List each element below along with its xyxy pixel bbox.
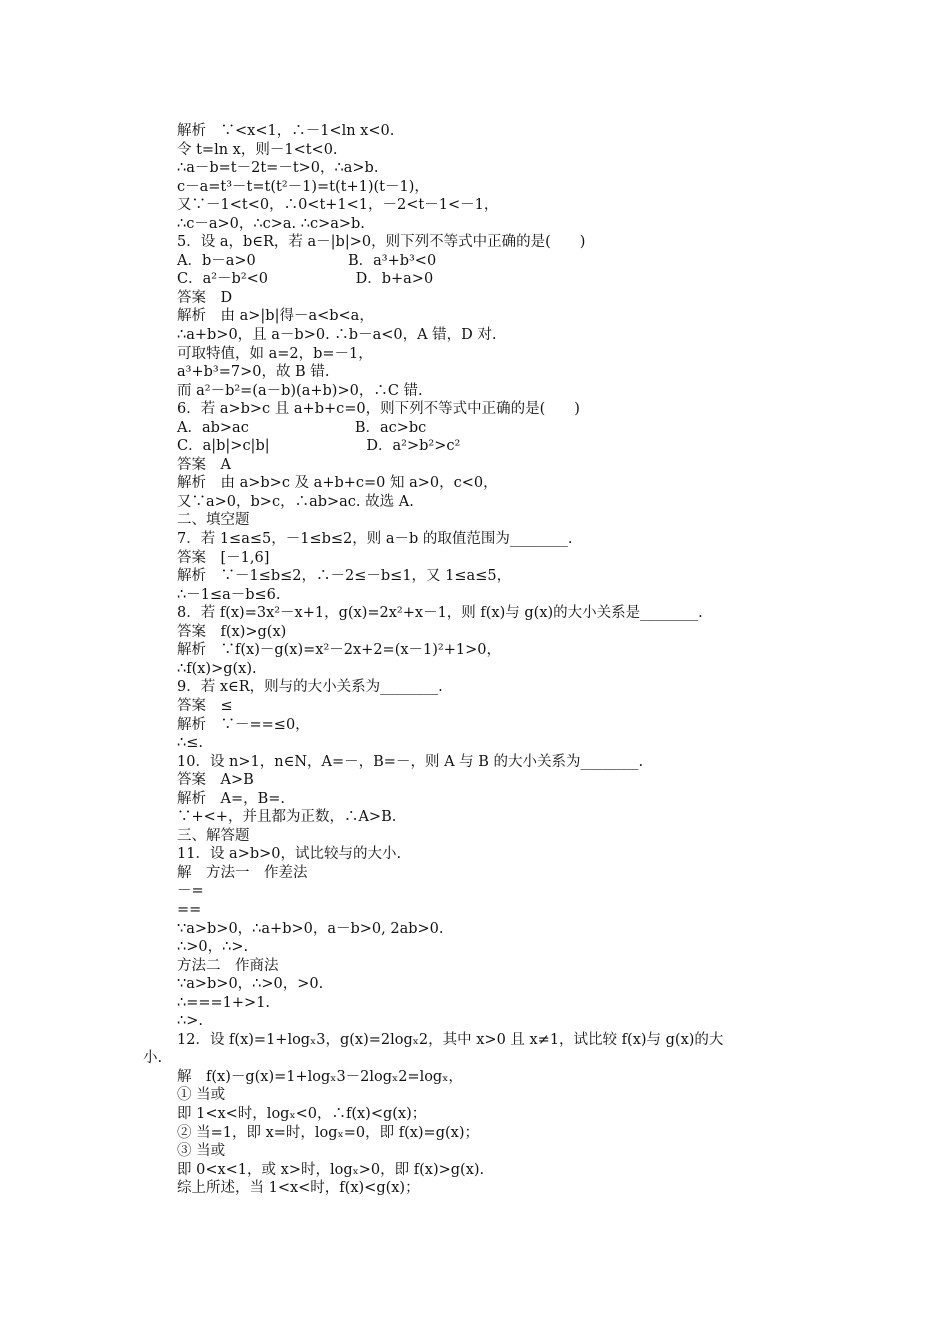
line-41: 解 方法一 作差法 bbox=[177, 864, 308, 881]
line-4: c－a=t³－t=t(t²－1)=t(t+1)(t－1)， bbox=[177, 178, 429, 195]
line-57: 即 0<x<1，或 x>时，logₓ>0，即 f(x)>g(x). bbox=[177, 1161, 485, 1178]
line-1: 解析 ∵<x<1，∴－1<ln x<0. bbox=[177, 123, 395, 139]
question-6: 6．若 a>b>c 且 a+b+c=0，则下列不等式中正确的是( ) bbox=[177, 401, 580, 418]
line-2: 令 t=ln x，则－1<t<0. bbox=[177, 141, 338, 158]
answer-7: 答案 [－1,6] bbox=[177, 549, 270, 566]
answer-9: 答案 ≤ bbox=[177, 697, 233, 714]
option-row: A．ab>ac B．ac>bc bbox=[177, 419, 427, 436]
line-34: ∴≤. bbox=[177, 735, 203, 752]
text-body bbox=[0, 122, 950, 1198]
line-52: 解 f(x)－g(x)=1+logₓ3－2logₓ2=logₓ， bbox=[177, 1068, 463, 1085]
line-14: a³+b³=7>0，故 B 错. bbox=[177, 364, 330, 381]
answer-6: 答案 A bbox=[177, 456, 231, 473]
option-row: A．b－a>0 B．a³+b³<0 bbox=[177, 252, 437, 269]
line-30: ∴f(x)>g(x). bbox=[177, 660, 257, 677]
line-45: ∴>0，∴>. bbox=[177, 939, 249, 956]
line-25: 解析 ∵－1≤b≤2，∴－2≤－b≤1，又 1≤a≤5， bbox=[177, 568, 512, 585]
line-48: ∴===1+>1. bbox=[177, 994, 271, 1011]
line-37: 解析 A=，B=. bbox=[177, 790, 286, 807]
question-5: 5．设 a，b∈R，若 a－|b|>0，则下列不等式中正确的是( ) bbox=[177, 234, 586, 251]
line-6: ∴c－a>0，∴c>a. ∴c>a>b. bbox=[177, 215, 365, 232]
line-12: ∴a+b>0，且 a－b>0. ∴b－a<0，A 错，D 对. bbox=[177, 327, 497, 344]
line-42: －= bbox=[177, 883, 204, 900]
line-54: 即 1<x<时，logₓ<0，∴f(x)<g(x)； bbox=[177, 1105, 427, 1122]
line-29: 解析 ∵f(x)－g(x)=x²－2x+2=(x－1)²+1>0， bbox=[177, 642, 501, 659]
line-56: ③ 当或 bbox=[177, 1143, 226, 1160]
section-heading: 三、解答题 bbox=[177, 827, 250, 844]
line-53: ① 当或 bbox=[177, 1087, 226, 1104]
option-row: C．a²－b²<0 D．b+a>0 bbox=[177, 271, 434, 288]
question-10: 10．设 n>1，n∈N，A=－，B=－，则 A 与 B 的大小关系为________. bbox=[177, 753, 644, 770]
line-49: ∴>. bbox=[177, 1013, 203, 1030]
line-5: 又∵－1<t<0，∴0<t+1<1，－2<t－1<－1， bbox=[177, 197, 499, 214]
line-33: 解析 ∵－==≤0， bbox=[177, 716, 310, 733]
answer-8: 答案 f(x)>g(x) bbox=[177, 623, 287, 640]
question-9: 9．若 x∈R，则与的大小关系为________. bbox=[177, 679, 443, 696]
line-13: 可取特值，如 a=2，b=－1， bbox=[177, 345, 373, 362]
line-15: 而 a²－b²=(a－b)(a+b)>0，∴C 错. bbox=[177, 382, 423, 399]
section-heading: 二、填空题 bbox=[177, 512, 250, 529]
line-55: ② 当=1，即 x=时，logₓ=0，即 f(x)=g(x)； bbox=[177, 1124, 479, 1141]
line-58: 综上所述，当 1<x<时，f(x)<g(x)； bbox=[177, 1180, 420, 1197]
line-21: 又∵a>0，b>c，∴ab>ac. 故选 A. bbox=[177, 493, 414, 510]
line-46: 方法二 作商法 bbox=[177, 957, 279, 974]
option-row: C．a|b|>c|b| D．a²>b²>c² bbox=[177, 438, 461, 455]
answer-5: 答案 D bbox=[177, 289, 233, 306]
question-8: 8．若 f(x)=3x²－x+1，g(x)=2x²+x－1，则 f(x)与 g(x)的大小关系是________. bbox=[177, 605, 703, 622]
question-7: 7．若 1≤a≤5，－1≤b≤2，则 a－b 的取值范围为________. bbox=[177, 531, 573, 548]
line-38: ∵+<+，并且都为正数，∴A>B. bbox=[177, 809, 397, 826]
line-43: == bbox=[177, 901, 202, 918]
line-44: ∵a>b>0，∴a+b>0，a－b>0, 2ab>0. bbox=[177, 920, 444, 937]
line-11: 解析 由 a>|b|得－a<b<a， bbox=[177, 308, 374, 325]
question-11: 11．设 a>b>0，试比较与的大小. bbox=[177, 846, 402, 863]
answer-10: 答案 A>B bbox=[177, 772, 254, 789]
line-47: ∵a>b>0，∴>0，>0. bbox=[177, 976, 324, 993]
question-12-wrap: 小. bbox=[143, 1050, 163, 1067]
line-3: ∴a－b=t－2t=－t>0，∴a>b. bbox=[177, 160, 379, 177]
question-12: 12．设 f(x)=1+logₓ3，g(x)=2logₓ2，其中 x>0 且 x≠1，试比较 f(x)与 g(x)的大 bbox=[177, 1031, 724, 1048]
line-20: 解析 由 a>b>c 及 a+b+c=0 知 a>0，c<0， bbox=[177, 475, 498, 492]
line-26: ∴－1≤a－b≤6. bbox=[177, 586, 281, 603]
